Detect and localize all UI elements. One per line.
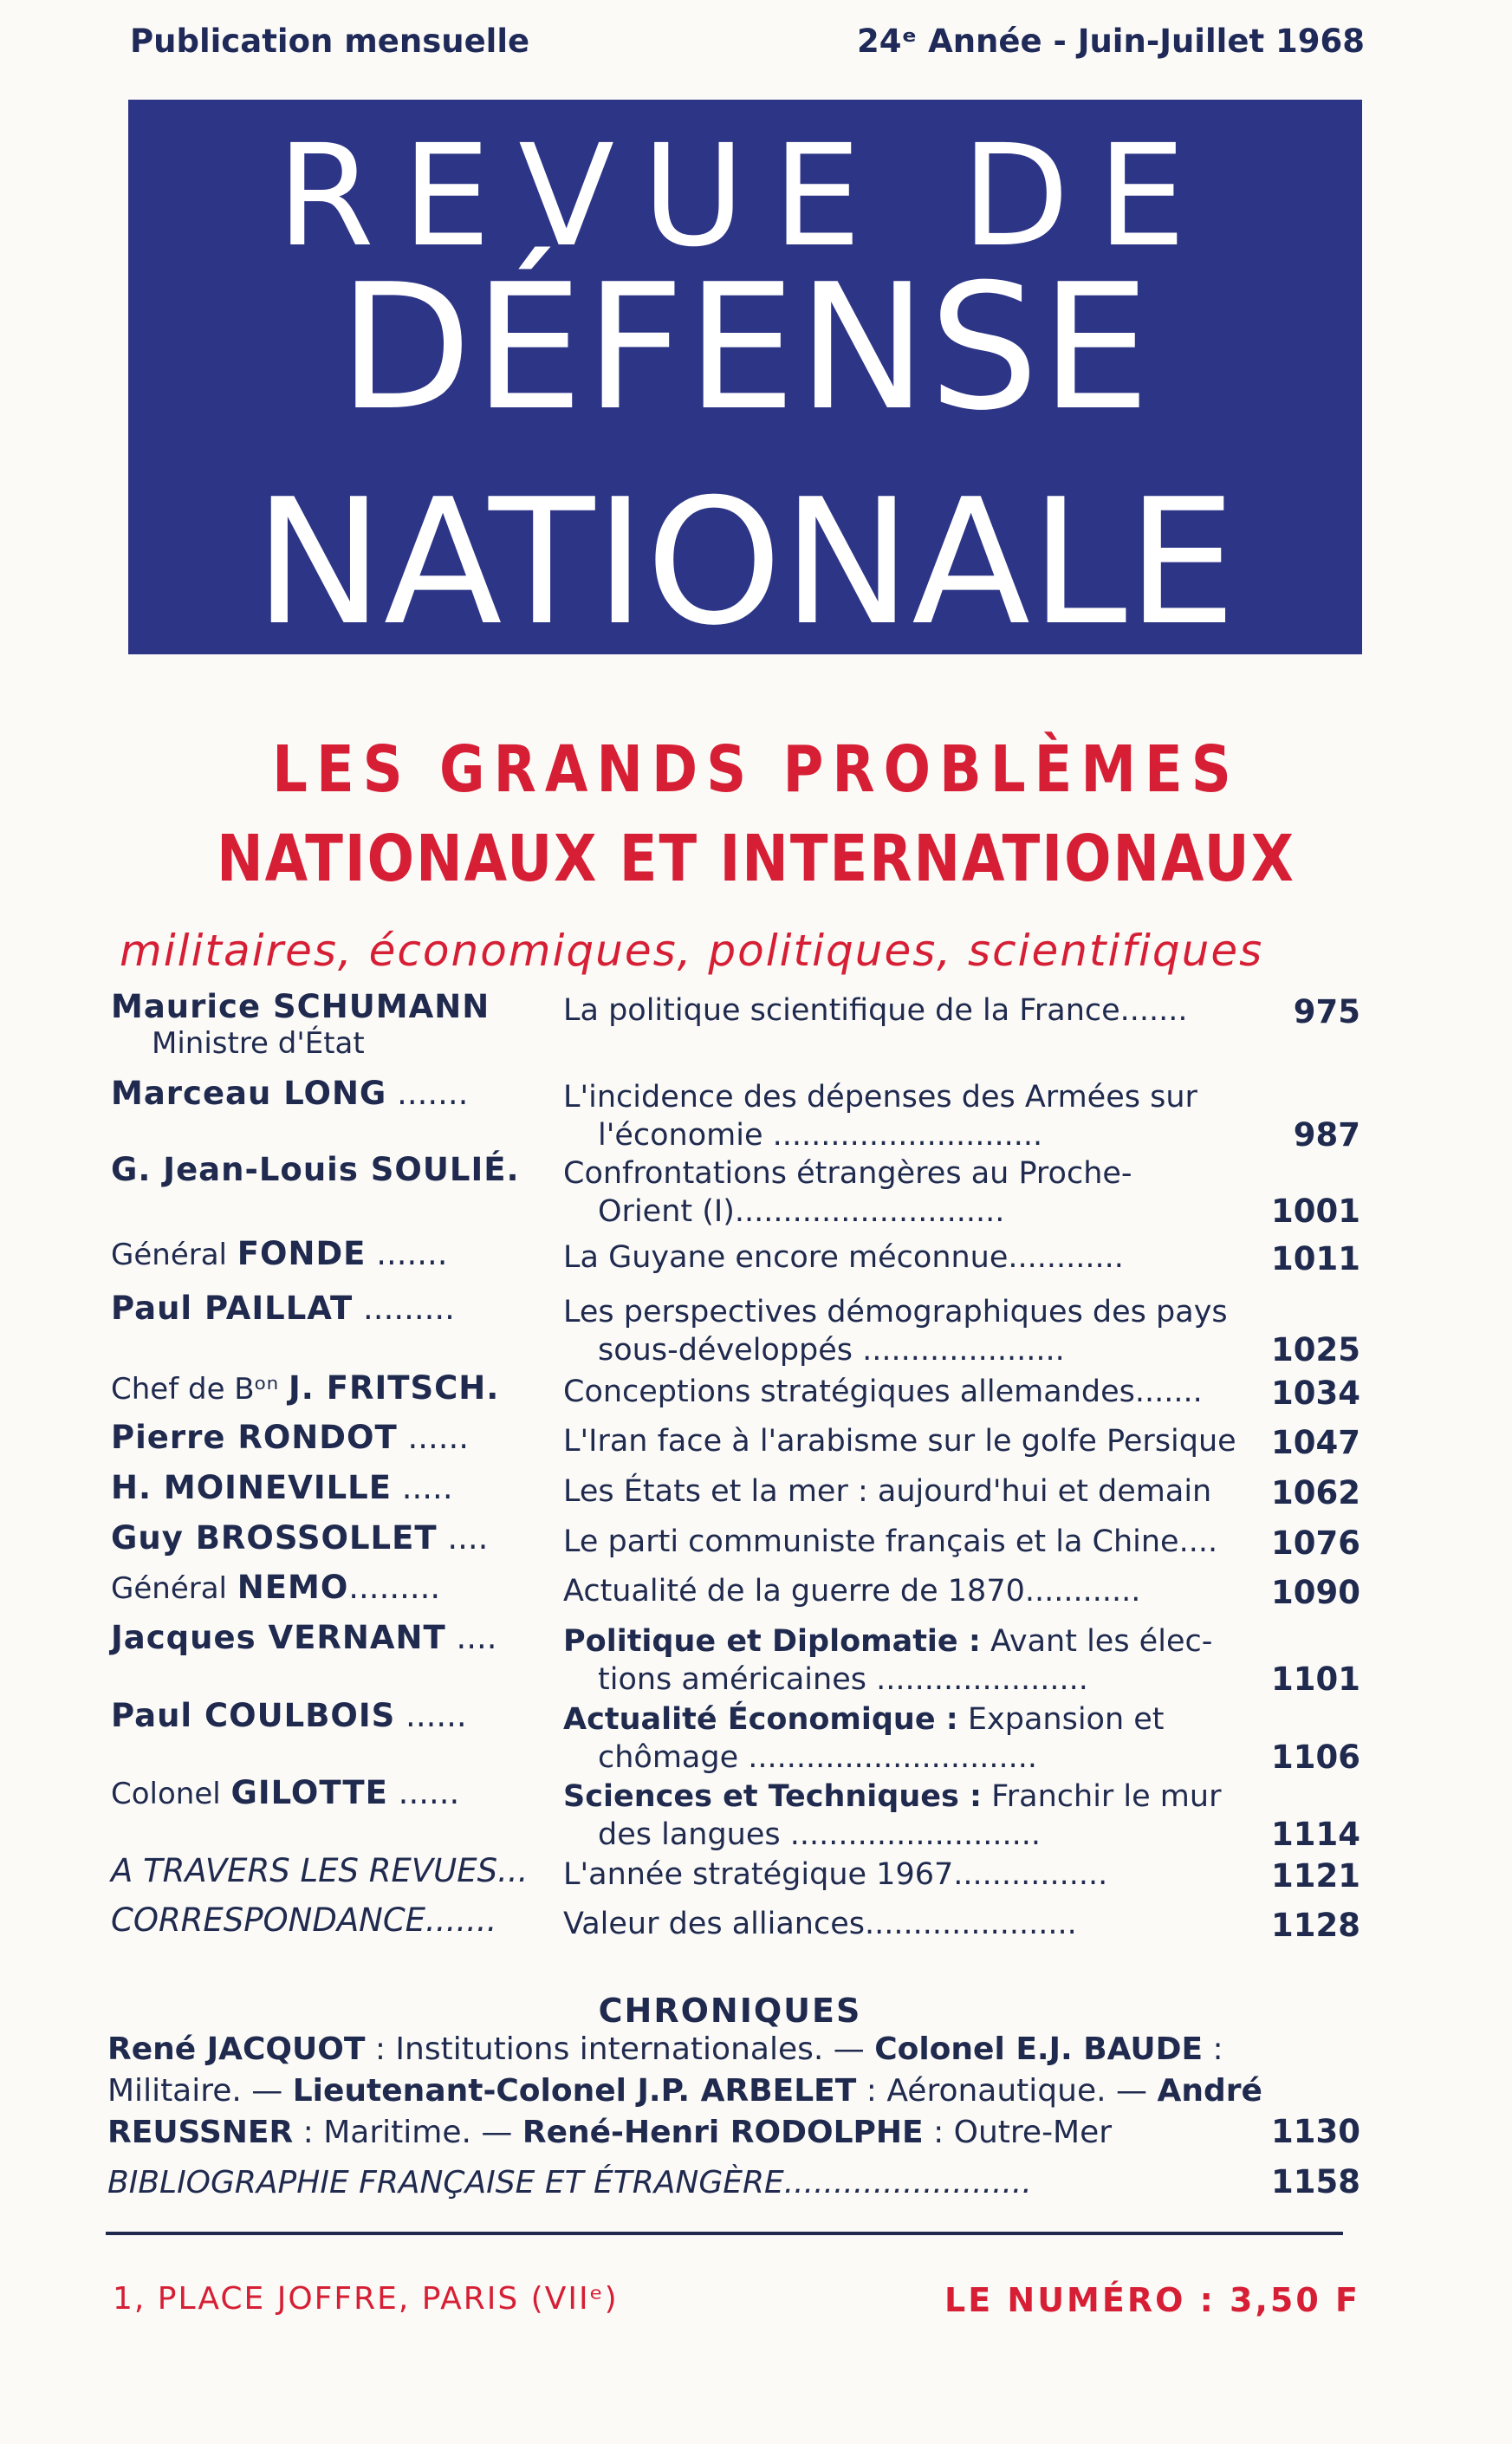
- article-title-line-1: Conceptions stratégiques allemandes.......: [563, 1375, 1203, 1409]
- author-name: Paul PAILLAT: [111, 1290, 354, 1327]
- toc-author: [111, 1151, 520, 1188]
- author-name: Pierre RONDOT: [111, 1419, 398, 1456]
- article-title-line-1: L'année stratégique 1967................: [563, 1857, 1108, 1892]
- masthead-line-2: DÉFENSE: [338, 247, 1152, 449]
- article-title-line-1: Expansion et: [957, 1702, 1165, 1737]
- chronique-topic: Militaire. —: [107, 2073, 293, 2109]
- chronique-topic: : Aéronautique. —: [856, 2073, 1158, 2109]
- toc-author: [111, 1235, 448, 1272]
- bibliographie: BIBLIOGRAPHIE FRANÇAISE ET ÉTRANGÈRE.........................: [107, 2165, 1032, 2200]
- article-title-line-1: L'incidence des dépenses des Armées sur: [563, 1080, 1197, 1115]
- article-title-line-2: Orient (I)............................: [598, 1194, 1005, 1229]
- leader-dots: ......: [395, 1697, 467, 1734]
- section-name: Sciences et Techniques :: [563, 1779, 983, 1814]
- chroniques-line-3: [107, 2111, 1112, 2155]
- author-rank: Général: [111, 1571, 227, 1606]
- author-name: Paul COULBOIS: [111, 1697, 396, 1734]
- chronique-topic: : Outre-Mer: [923, 2115, 1113, 2150]
- chronique-author: René-Henri RODOLPHE: [522, 2115, 924, 2150]
- author-rank: Colonel: [111, 1777, 221, 1811]
- toc-article-title: [563, 1572, 1256, 1610]
- author-rank: Chef de Bᵒⁿ: [111, 1372, 279, 1407]
- toc-author: [111, 1075, 468, 1112]
- chronique-author: Colonel E.J. BAUDE: [874, 2031, 1204, 2067]
- author-name: Jacques VERNANT: [111, 1619, 446, 1656]
- author-name: G. Jean-Louis SOULIÉ.: [111, 1151, 520, 1188]
- chronique-topic: :: [1203, 2031, 1223, 2067]
- toc-article-title: [563, 1523, 1256, 1561]
- leader-dots: ......: [397, 1419, 470, 1456]
- article-title-line-2: tions américaines ......................: [598, 1662, 1088, 1697]
- author-title: Ministre d'État: [152, 1026, 365, 1061]
- chroniques-line-1: [107, 2028, 1223, 2071]
- article-title-line-2: chômage ..............................: [598, 1740, 1038, 1775]
- tagline: militaires, économiques, politiques, scientifiques: [120, 926, 1264, 976]
- toc-page-number: 987: [1293, 1116, 1360, 1154]
- toc-article-title: [563, 1472, 1256, 1511]
- author-name: Maurice SCHUMANN: [111, 988, 490, 1025]
- article-title-line-1: Confrontations étrangères au Proche-: [563, 1156, 1132, 1191]
- footer-rule: [106, 2232, 1343, 2235]
- toc-author: [111, 1697, 467, 1734]
- toc-article-title: [563, 1905, 1256, 1943]
- toc-article-title: [563, 1622, 1256, 1699]
- article-title-line-2: sous-développés .....................: [598, 1333, 1065, 1368]
- toc-author: [111, 1290, 455, 1327]
- toc-author: [111, 1569, 440, 1606]
- price: LE NUMÉRO : 3,50 F: [944, 2281, 1360, 2319]
- author-name: FONDE: [237, 1235, 367, 1272]
- author-name: J. FRITSCH.: [289, 1369, 500, 1407]
- author-name: A TRAVERS LES REVUES...: [111, 1852, 529, 1889]
- toc-author: [111, 1774, 459, 1811]
- publication-frequency: Publication mensuelle: [130, 23, 530, 60]
- toc-article-title: [563, 1154, 1256, 1231]
- toc-article-title: [563, 1700, 1256, 1777]
- article-title-line-1: Actualité de la guerre de 1870............: [563, 1574, 1141, 1609]
- toc-article-title: [563, 1238, 1256, 1277]
- chronique-author: André: [1157, 2073, 1262, 2109]
- subtitle-line-2: NATIONAUX ET INTERNATIONAUX: [217, 822, 1295, 897]
- author-name: Guy BROSSOLLET: [111, 1519, 438, 1557]
- article-title-line-1: L'Iran face à l'arabisme sur le golfe Persique: [563, 1424, 1236, 1459]
- leader-dots: ......: [387, 1774, 460, 1811]
- article-title-line-1: Le parti communiste français et la Chine....: [563, 1524, 1218, 1559]
- leader-dots: .........: [353, 1290, 455, 1327]
- masthead: [128, 100, 1362, 664]
- toc-article-title: [563, 1293, 1256, 1369]
- leader-dots: .......: [386, 1075, 469, 1112]
- toc-article-title: [563, 1422, 1256, 1460]
- leader-dots: .....: [392, 1469, 453, 1506]
- toc-page-number: 1121: [1271, 1857, 1360, 1895]
- chroniques-heading: CHRONIQUES: [598, 1992, 862, 2030]
- toc-page-number: 975: [1293, 993, 1360, 1030]
- author-name: Marceau LONG: [111, 1075, 387, 1112]
- toc-author: [111, 1519, 488, 1557]
- toc-page-number: 1011: [1271, 1240, 1360, 1277]
- toc-author: [111, 988, 490, 1025]
- toc-page-number: 1101: [1271, 1661, 1360, 1698]
- author-rank: Général: [111, 1238, 227, 1272]
- chronique-topic: : Maritime. —: [293, 2115, 522, 2150]
- leader-dots: .......: [366, 1235, 448, 1272]
- chroniques-line-2: [107, 2070, 1262, 2113]
- toc-page-number: 1047: [1271, 1424, 1360, 1461]
- author-name: CORRESPONDANCE.......: [111, 1901, 497, 1939]
- chronique-topic: : Institutions internationales. —: [365, 2031, 875, 2067]
- chroniques-page: 1130: [1271, 2113, 1360, 2150]
- author-name: GILOTTE: [230, 1774, 388, 1811]
- bibliographie-page: 1158: [1271, 2163, 1360, 2200]
- toc-author: [111, 1901, 496, 1939]
- issue-date: 24ᵉ Année - Juin-Juillet 1968: [856, 23, 1365, 60]
- chronique-author: René JACQUOT: [107, 2031, 366, 2067]
- toc-article-title: [563, 1856, 1256, 1894]
- toc-article-title: [563, 991, 1256, 1030]
- toc-page-number: 1114: [1271, 1816, 1360, 1853]
- toc-page-number: 1106: [1271, 1739, 1360, 1776]
- toc-article-title: [563, 1078, 1256, 1154]
- article-title-line-1: La politique scientifique de la France.......: [563, 993, 1188, 1028]
- toc-page-number: 1090: [1271, 1574, 1360, 1611]
- article-title-line-1: Les États et la mer : aujourd'hui et demain: [563, 1474, 1212, 1509]
- address: 1, PLACE JOFFRE, PARIS (VIIᵉ): [113, 2281, 619, 2317]
- article-title-line-1: Franchir le mur: [982, 1779, 1222, 1814]
- toc-author: [111, 1419, 469, 1456]
- toc-page-number: 1128: [1271, 1907, 1360, 1944]
- toc-author: [111, 1619, 497, 1656]
- leader-dots: ....: [445, 1619, 497, 1656]
- leader-dots: ....: [437, 1519, 489, 1557]
- toc-page-number: 1025: [1271, 1331, 1360, 1368]
- toc-article-title: [563, 1373, 1256, 1411]
- author-name: NEMO: [237, 1569, 349, 1606]
- section-name: Actualité Économique :: [563, 1702, 958, 1737]
- article-title-line-1: La Guyane encore méconnue............: [563, 1240, 1124, 1275]
- chronique-author: REUSSNER: [107, 2115, 294, 2150]
- article-title-line-1: Avant les élec-: [980, 1624, 1213, 1659]
- toc-author: [111, 1852, 528, 1889]
- toc-author: [111, 1369, 499, 1407]
- subtitle-line-1: LES GRANDS PROBLÈMES: [272, 733, 1240, 808]
- article-title-line-2: l'économie ............................: [598, 1118, 1043, 1153]
- article-title-line-1: Les perspectives démographiques des pays: [563, 1295, 1228, 1329]
- article-title-line-1: Valeur des alliances......................: [563, 1907, 1077, 1941]
- toc-page-number: 1076: [1271, 1524, 1360, 1562]
- toc-page-number: 1001: [1271, 1193, 1360, 1230]
- toc-article-title: [563, 1778, 1256, 1854]
- toc-author: [111, 1469, 453, 1506]
- article-title-line-2: des langues ..........................: [598, 1817, 1042, 1852]
- masthead-line-1: REVUE DE: [276, 115, 1214, 278]
- toc-page-number: 1062: [1271, 1474, 1360, 1511]
- chronique-author: Lieutenant-Colonel J.P. ARBELET: [292, 2073, 857, 2109]
- masthead-line-3: NATIONALE: [254, 462, 1236, 664]
- author-name: H. MOINEVILLE: [111, 1469, 393, 1506]
- toc-page-number: 1034: [1271, 1375, 1360, 1412]
- leader-dots: .........: [348, 1569, 441, 1606]
- section-name: Politique et Diplomatie :: [563, 1624, 981, 1659]
